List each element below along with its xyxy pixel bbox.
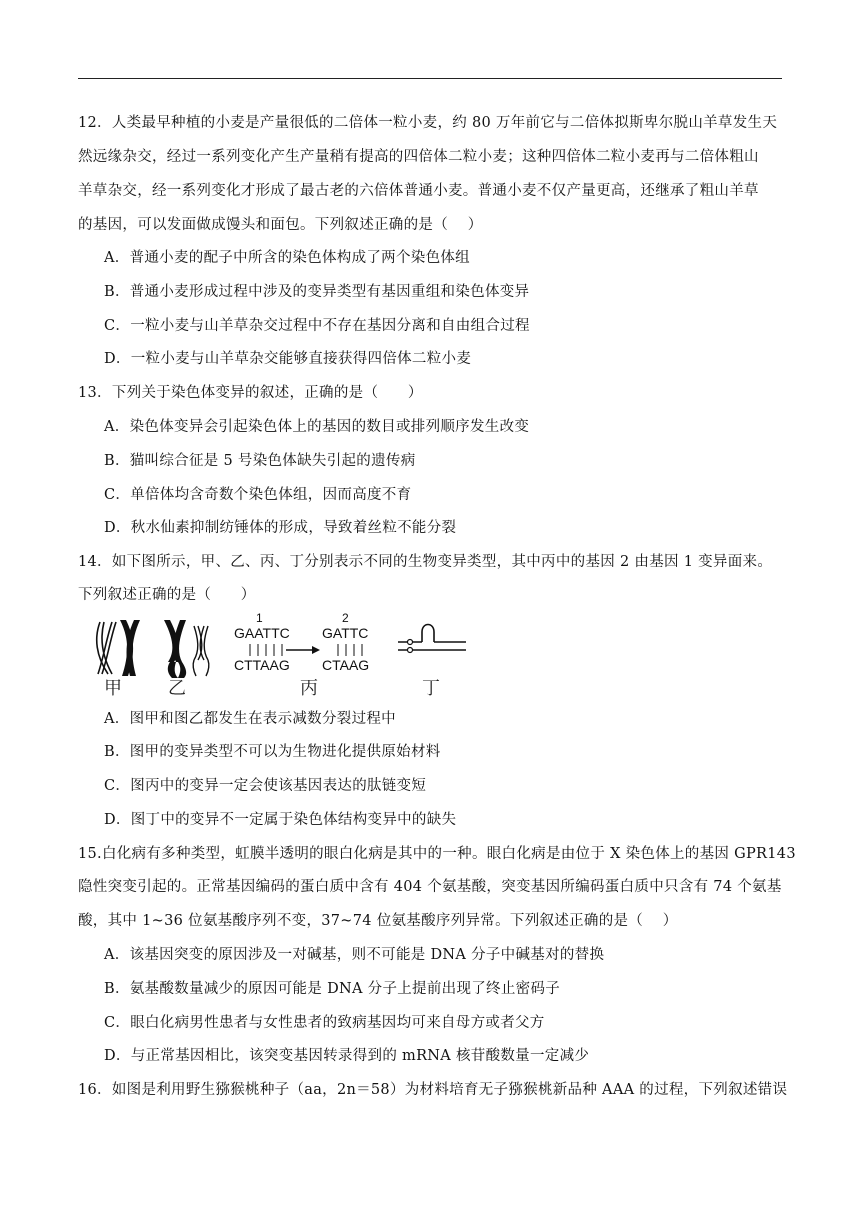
- gene1-number: 1: [256, 612, 263, 625]
- q12-stem-line-2: 然远缘杂交，经过一系列变化产生产量稍有提高的四倍体二粒小麦；这种四倍体二粒小麦再与二倍体粗山: [78, 149, 759, 165]
- q13-option-c: C．单倍体均含奇数个染色体组，因而高度不育: [104, 487, 412, 503]
- gene1-top-strand: GAATTC: [234, 625, 290, 641]
- chromosome-pair-jia: [97, 622, 116, 674]
- q12-option-a: A．普通小麦的配子中所含的染色体构成了两个染色体组: [104, 250, 470, 266]
- centromere-dots: [408, 640, 413, 653]
- chromosome-pair-yi-dark: [164, 620, 186, 678]
- q12-stem-line-1: 12．人类最早种植的小麦是产量很低的二倍体一粒小麦，约 80 万年前它与二倍体拟斯卑尔脱山羊草发生天: [78, 115, 778, 131]
- gene2-top-strand: GATTC: [322, 625, 369, 641]
- q13-stem: 13．下列关于染色体变异的叙述，正确的是（ ）: [78, 385, 423, 401]
- q14-stem-line-2: 下列叙述正确的是（ ）: [78, 587, 256, 603]
- figure-label-bing: 丙: [300, 678, 318, 699]
- gene2-bottom-strand: CTAAG: [322, 657, 370, 673]
- q14-option-a: A．图甲和图乙都发生在表示减数分裂过程中: [104, 711, 396, 727]
- chromosome-pair-yi-light: [193, 626, 209, 676]
- q15-option-d: D．与正常基因相比，该突变基因转录得到的 mRNA 核苷酸数量一定减少: [104, 1048, 590, 1064]
- chromosome-loop: [398, 625, 466, 651]
- q15-option-c: C．眼白化病男性患者与女性患者的致病基因均可来自母方或者父方: [104, 1015, 545, 1031]
- q13-option-d: D．秋水仙素抑制纺锤体的形成，导致着丝粒不能分裂: [104, 520, 457, 536]
- chromosome-pair-jia-dark: [120, 620, 140, 676]
- q13-option-a: A．染色体变异会引起染色体上的基因的数目或排列顺序发生改变: [104, 419, 530, 435]
- q12-option-b: B．普通小麦形成过程中涉及的变异类型有基因重组和染色体变异: [104, 284, 530, 300]
- mutation-arrow-icon: [286, 646, 320, 654]
- q13-option-b: B．猫叫综合征是 5 号染色体缺失引起的遗传病: [104, 453, 416, 469]
- q14-option-d: D．图丁中的变异不一定属于染色体结构变异中的缺失: [104, 812, 457, 828]
- gene1-bottom-strand: CTTAAG: [234, 657, 290, 673]
- q16-stem-line-1: 16．如图是利用野生猕猴桃种子（aa，2n＝58）为材料培育无子猕猴桃新品种 AAA 的过程，下列叙述错误: [78, 1082, 788, 1098]
- q14-figure: [90, 612, 480, 698]
- gene2-number: 2: [342, 612, 349, 625]
- figure-label-yi: 乙: [168, 678, 186, 699]
- q14-option-c: C．图丙中的变异一定会使该基因表达的肽链变短: [104, 778, 427, 794]
- figure-label-jia: 甲: [104, 678, 122, 699]
- gene-sequences: [234, 612, 369, 673]
- q14-option-b: B．图甲的变异类型不可以为生物进化提供原始材料: [104, 744, 441, 760]
- header-rule: [78, 78, 782, 79]
- q15-stem-line-2: 隐性突变引起的。正常基因编码的蛋白质中含有 404 个氨基酸，突变基因所编码蛋白质中只含有 74 个氨基: [78, 879, 782, 895]
- q15-option-b: B．氨基酸数量减少的原因可能是 DNA 分子上提前出现了终止密码子: [104, 981, 561, 997]
- q14-stem-line-1: 14．如下图所示，甲、乙、丙、丁分别表示不同的生物变异类型，其中丙中的基因 2 由基因 1 变异面来。: [78, 554, 773, 570]
- q15-stem-line-3: 酸，其中 1~36 位氨基酸序列不变，37~74 位氨基酸序列异常。下列叙述正确的是（ ）: [78, 913, 678, 929]
- figure-label-ding: 丁: [422, 678, 440, 699]
- q12-stem-line-4: 的基因，可以发面做成馒头和面包。下列叙述正确的是（ ）: [78, 217, 483, 233]
- q12-option-d: D．一粒小麦与山羊草杂交能够直接获得四倍体二粒小麦: [104, 351, 472, 367]
- q15-option-a: A．该基因突变的原因涉及一对碱基，则不可能是 DNA 分子中碱基对的替换: [104, 947, 605, 963]
- q12-option-c: C．一粒小麦与山羊草杂交过程中不存在基因分离和自由组合过程: [104, 318, 530, 334]
- q12-stem-line-3: 羊草杂交，经一系列变化才形成了最古老的六倍体普通小麦。普通小麦不仅产量更高，还继承了粗山羊草: [78, 183, 759, 199]
- q15-stem-line-1: 15.白化病有多种类型，虹膜半透明的眼白化病是其中的一种。眼白化病是由位于 X 染色体上的基因 GPR143: [78, 846, 796, 862]
